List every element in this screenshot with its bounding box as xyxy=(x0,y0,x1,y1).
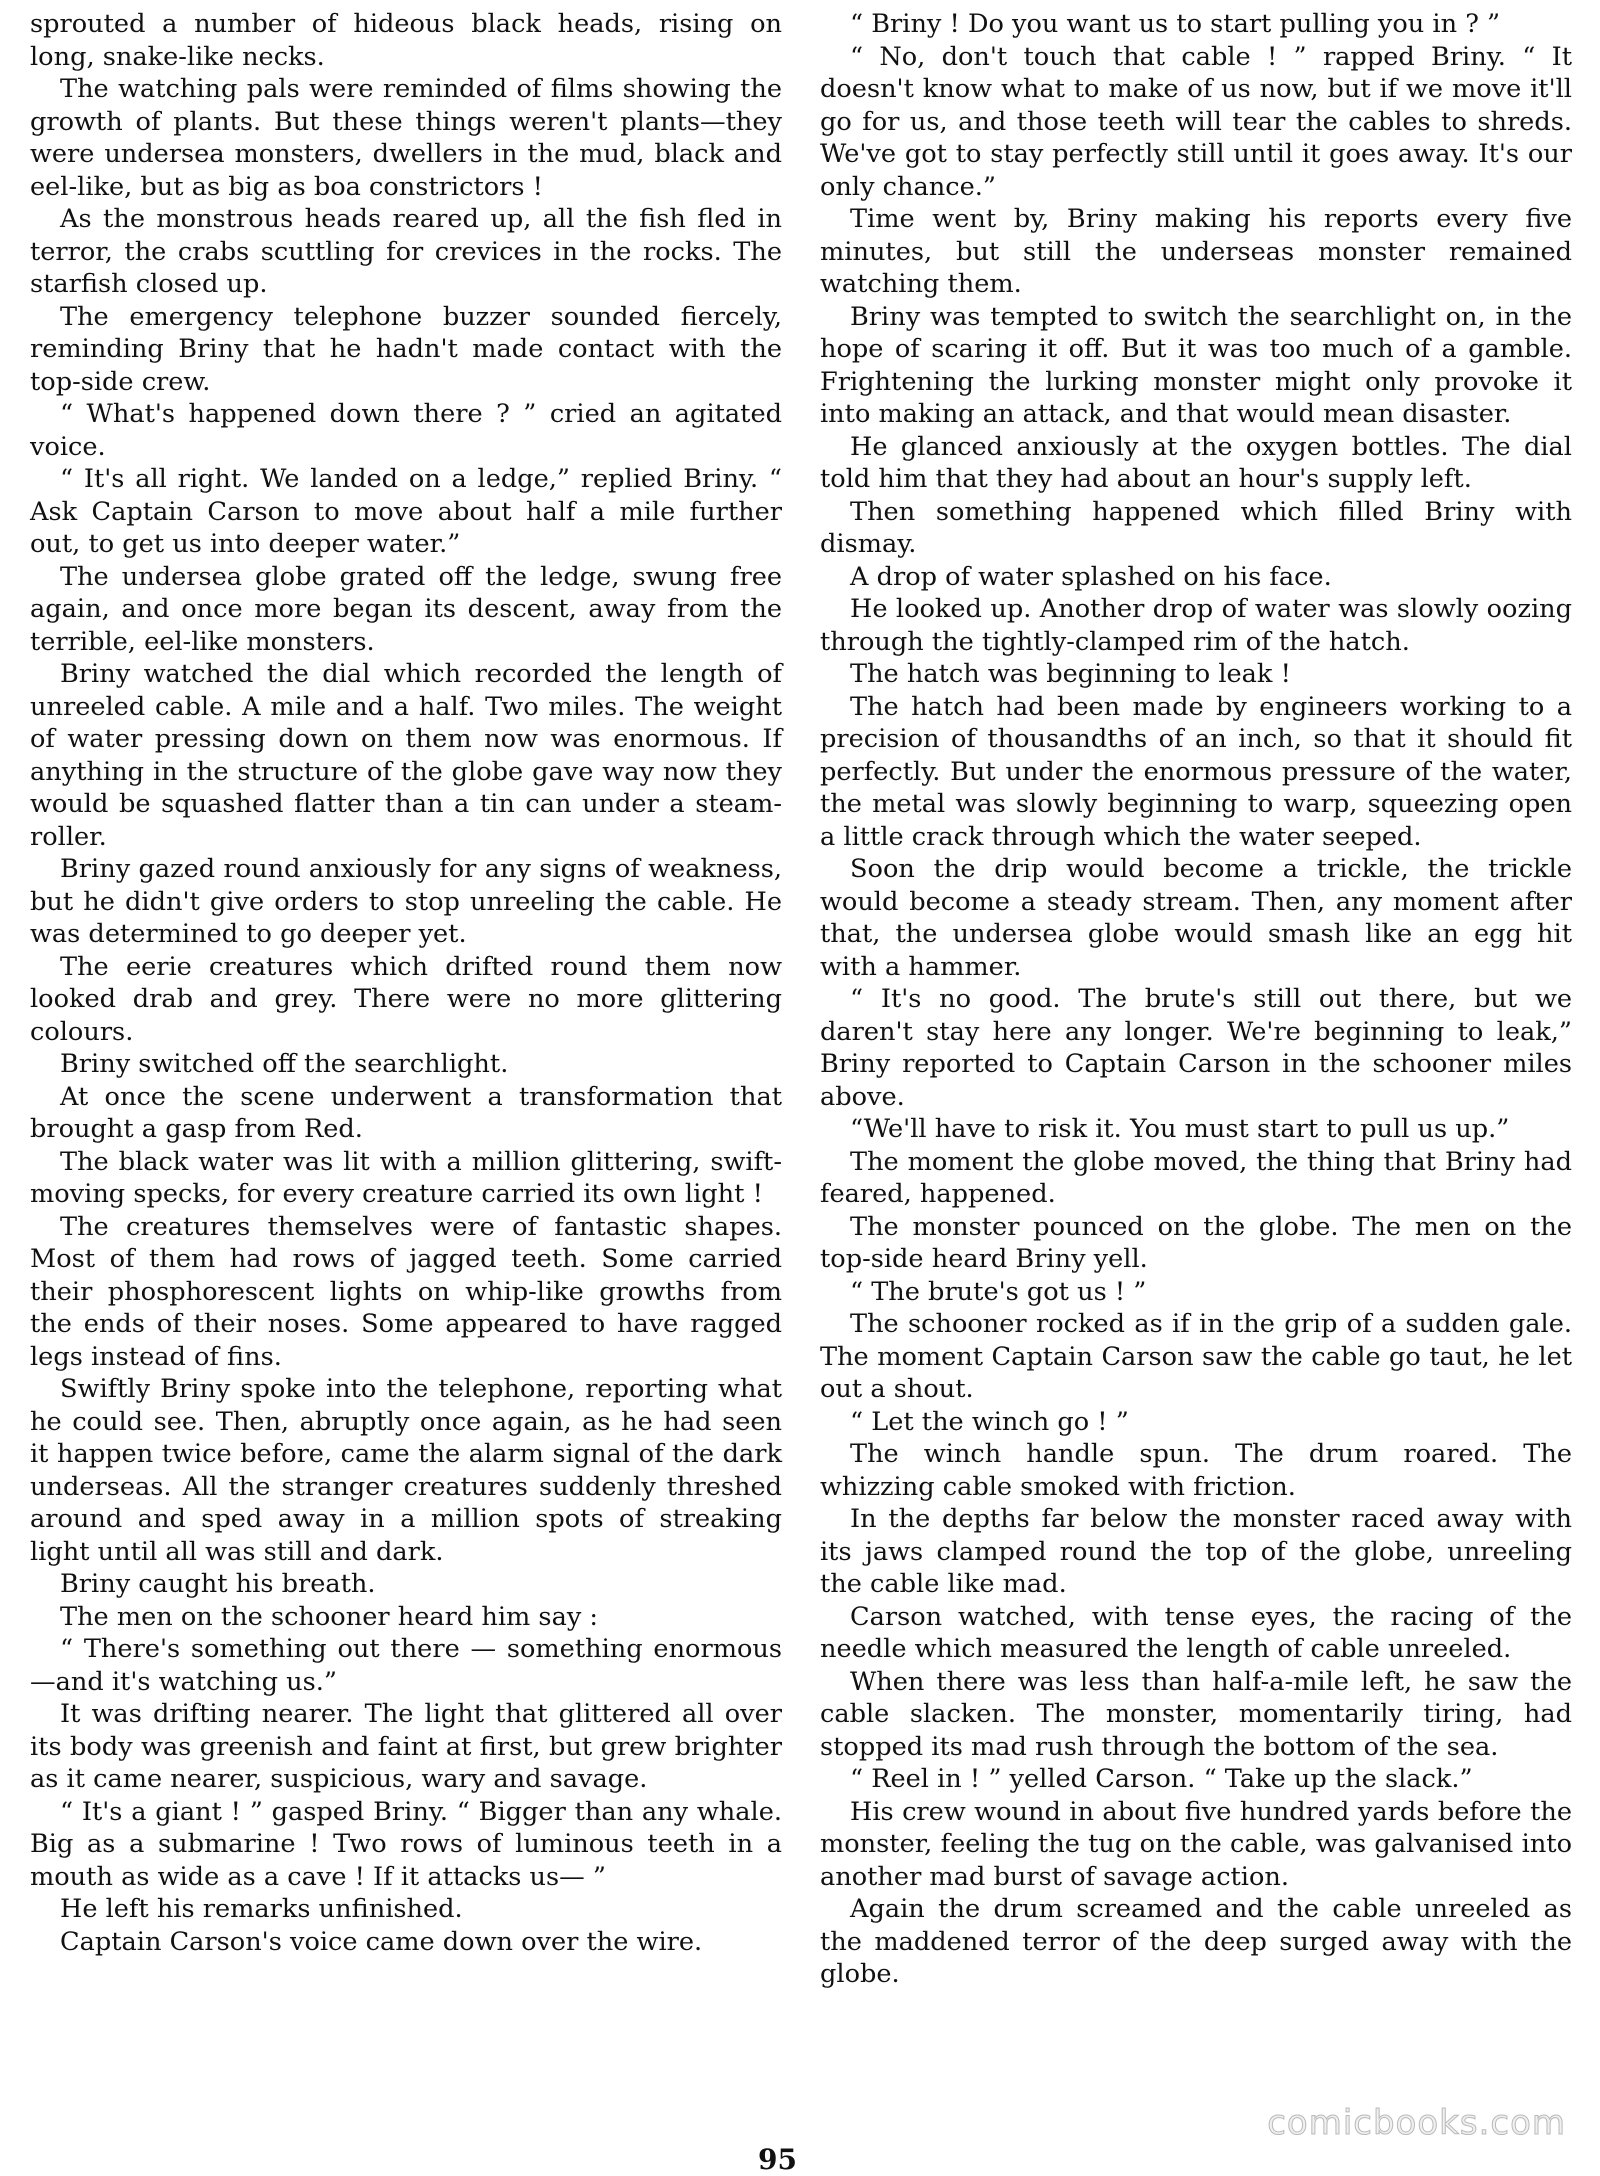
paragraph: The moment the globe moved, the thing that Briny had feared, happened. xyxy=(820,1146,1572,1209)
paragraph: The men on the schooner heard him say : xyxy=(60,1601,599,1632)
paragraph: The winch handle spun. The drum roared. The whizzing cable smoked with friction. xyxy=(820,1439,1572,1502)
paragraph: Carson watched, with tense eyes, the racing of the needle which measured the length of cable unreeled. xyxy=(820,1601,1572,1664)
paragraph: Briny caught his breath. xyxy=(60,1569,376,1599)
paragraph: Then something happened which filled Briny with dismay. xyxy=(820,496,1572,559)
paragraph: sprouted a number of hideous black heads, rising on long, snake-like necks. xyxy=(30,9,782,72)
paragraph: When there was less than half-a-mile left, he saw the cable slacken. The monster, momentarily tiring, had stopped its mad rush through the bottom of the sea. xyxy=(820,1666,1572,1762)
paragraph: “We'll have to risk it. You must start to pull us up.” xyxy=(850,1114,1510,1144)
paragraph: Captain Carson's voice came down over the wire. xyxy=(60,1926,703,1957)
paragraph: Briny gazed round anxiously for any signs of weakness, but he didn't give orders to stop unreeling the cable. He was determined to go deeper yet. xyxy=(30,854,782,949)
watermark: comicbooks.com xyxy=(1267,2103,1566,2143)
paragraph: “ The brute's got us ! ” xyxy=(850,1276,1147,1307)
paragraph: The black water was lit with a million glittering, swift-moving specks, for every creature carried its own light ! xyxy=(30,1146,782,1209)
paragraph: Swiftly Briny spoke into the telephone, reporting what he could see. Then, abruptly once again, as he had seen it happen twice before, came the alarm signal of the dark underseas. All the stranger creatures suddenly threshed around and sped away in a million spots of streaking light until all was still and dark. xyxy=(30,1374,782,1567)
paragraph: The schooner rocked as if in the grip of a sudden gale. The moment Captain Carson saw the cable go taut, he let out a shout. xyxy=(820,1309,1572,1404)
paragraph: “ There's something out there — something enormous—and it's watching us.” xyxy=(30,1634,782,1697)
paragraph: He left his remarks unfinished. xyxy=(60,1894,463,1924)
right-text-column xyxy=(820,8,1572,1991)
paragraph: His crew wound in about five hundred yards before the monster, feeling the tug on the cable, was galvanised into another mad burst of savage action. xyxy=(820,1796,1572,1892)
paragraph: Soon the drip would become a trickle, the trickle would become a steady stream. Then, any moment after that, the undersea globe would smash like an egg hit with a hammer. xyxy=(820,854,1572,982)
paragraph: He glanced anxiously at the oxygen bottles. The dial told him that they had about an hour's supply left. xyxy=(820,431,1572,494)
paragraph: Briny was tempted to switch the searchlight on, in the hope of scaring it off. But it was too much of a gamble. Frightening the lurking monster might only provoke it into making an attack, and that would mean disaster. xyxy=(820,301,1572,429)
paragraph: “ It's a giant ! ” gasped Briny. “ Bigger than any whale. Big as a submarine ! Two rows of luminous teeth in a mouth as wide as a cave ! If it attacks us— ” xyxy=(30,1796,782,1892)
left-text-column xyxy=(30,8,782,1958)
paragraph: “ Briny ! Do you want us to start pulling you in ? ” xyxy=(850,9,1501,39)
paragraph: “ No, don't touch that cable ! ” rapped Briny. “ It doesn't know what to make of us now, but if we move it'll go for us, and those teeth will tear the cables to shreds. We've got to stay perfectly still until it goes away. It's our only chance.” xyxy=(820,41,1572,202)
paragraph: Briny watched the dial which recorded the length of unreeled cable. A mile and a half. Two miles. The weight of water pressing down on them now was enormous. If anything in the structure of the globe gave way now they would be squashed flatter than a tin can under a steam-roller. xyxy=(30,659,782,852)
paragraph: Again the drum screamed and the cable unreeled as the maddened terror of the deep surged away with the globe. xyxy=(820,1894,1572,1989)
paragraph: As the monstrous heads reared up, all the fish fled in terror, the crabs scuttling for crevices in the rocks. The starfish closed up. xyxy=(30,204,782,299)
paragraph: In the depths far below the monster raced away with its jaws clamped round the top of the globe, unreeling the cable like mad. xyxy=(820,1504,1572,1599)
paragraph: Briny switched off the searchlight. xyxy=(60,1049,509,1079)
page-number: 95 xyxy=(758,2143,797,2176)
paragraph: The hatch had been made by engineers working to a precision of thousandths of an inch, so that it should fit perfectly. But under the enormous pressure of the water, the metal was slowly beginning to warp, squeezing open a little crack through which the water seeped. xyxy=(820,691,1572,852)
paragraph: Time went by, Briny making his reports every five minutes, but still the underseas monster remained watching them. xyxy=(820,204,1572,299)
paragraph: The eerie creatures which drifted round them now looked drab and grey. There were no more glittering colours. xyxy=(30,951,782,1047)
paragraph: The emergency telephone buzzer sounded fiercely, reminding Briny that he hadn't made contact with the top-side crew. xyxy=(30,301,782,397)
paragraph: “ Let the winch go ! ” xyxy=(850,1406,1129,1437)
paragraph: He looked up. Another drop of water was slowly oozing through the tightly-clamped rim of the hatch. xyxy=(820,594,1572,657)
paragraph: At once the scene underwent a transformation that brought a gasp from Red. xyxy=(30,1081,782,1144)
paragraph: “ It's no good. The brute's still out there, but we daren't stay here any longer. We're beginning to leak,” Briny reported to Captain Carson in the schooner miles above. xyxy=(820,984,1572,1112)
paragraph: The hatch was beginning to leak ! xyxy=(850,659,1291,689)
paragraph: The creatures themselves were of fantastic shapes. Most of them had rows of jagged teeth. Some carried their phosphorescent lights on whip-like growths from the ends of their noses. Some appeared to have ragged legs instead of fins. xyxy=(30,1211,782,1372)
paragraph: The undersea globe grated off the ledge, swung free again, and once more began its descent, away from the terrible, eel-like monsters. xyxy=(30,561,782,657)
paragraph: The watching pals were reminded of films showing the growth of plants. But these things weren't plants—they were undersea monsters, dwellers in the mud, black and eel-like, but as big as boa constrictors ! xyxy=(30,74,782,202)
paragraph: “ Reel in ! ” yelled Carson. “ Take up the slack.” xyxy=(850,1764,1473,1794)
paragraph: The monster pounced on the globe. The men on the top-side heard Briny yell. xyxy=(820,1211,1572,1274)
paragraph: A drop of water splashed on his face. xyxy=(850,561,1332,592)
paragraph: “ What's happened down there ? ” cried an agitated voice. xyxy=(30,399,782,462)
paragraph: “ It's all right. We landed on a ledge,” replied Briny. “ Ask Captain Carson to move about half a mile further out, to get us into deeper water.” xyxy=(30,464,782,559)
paragraph: It was drifting nearer. The light that glittered all over its body was greenish and faint at first, but grew brighter as it came nearer, suspicious, wary and savage. xyxy=(30,1699,782,1794)
